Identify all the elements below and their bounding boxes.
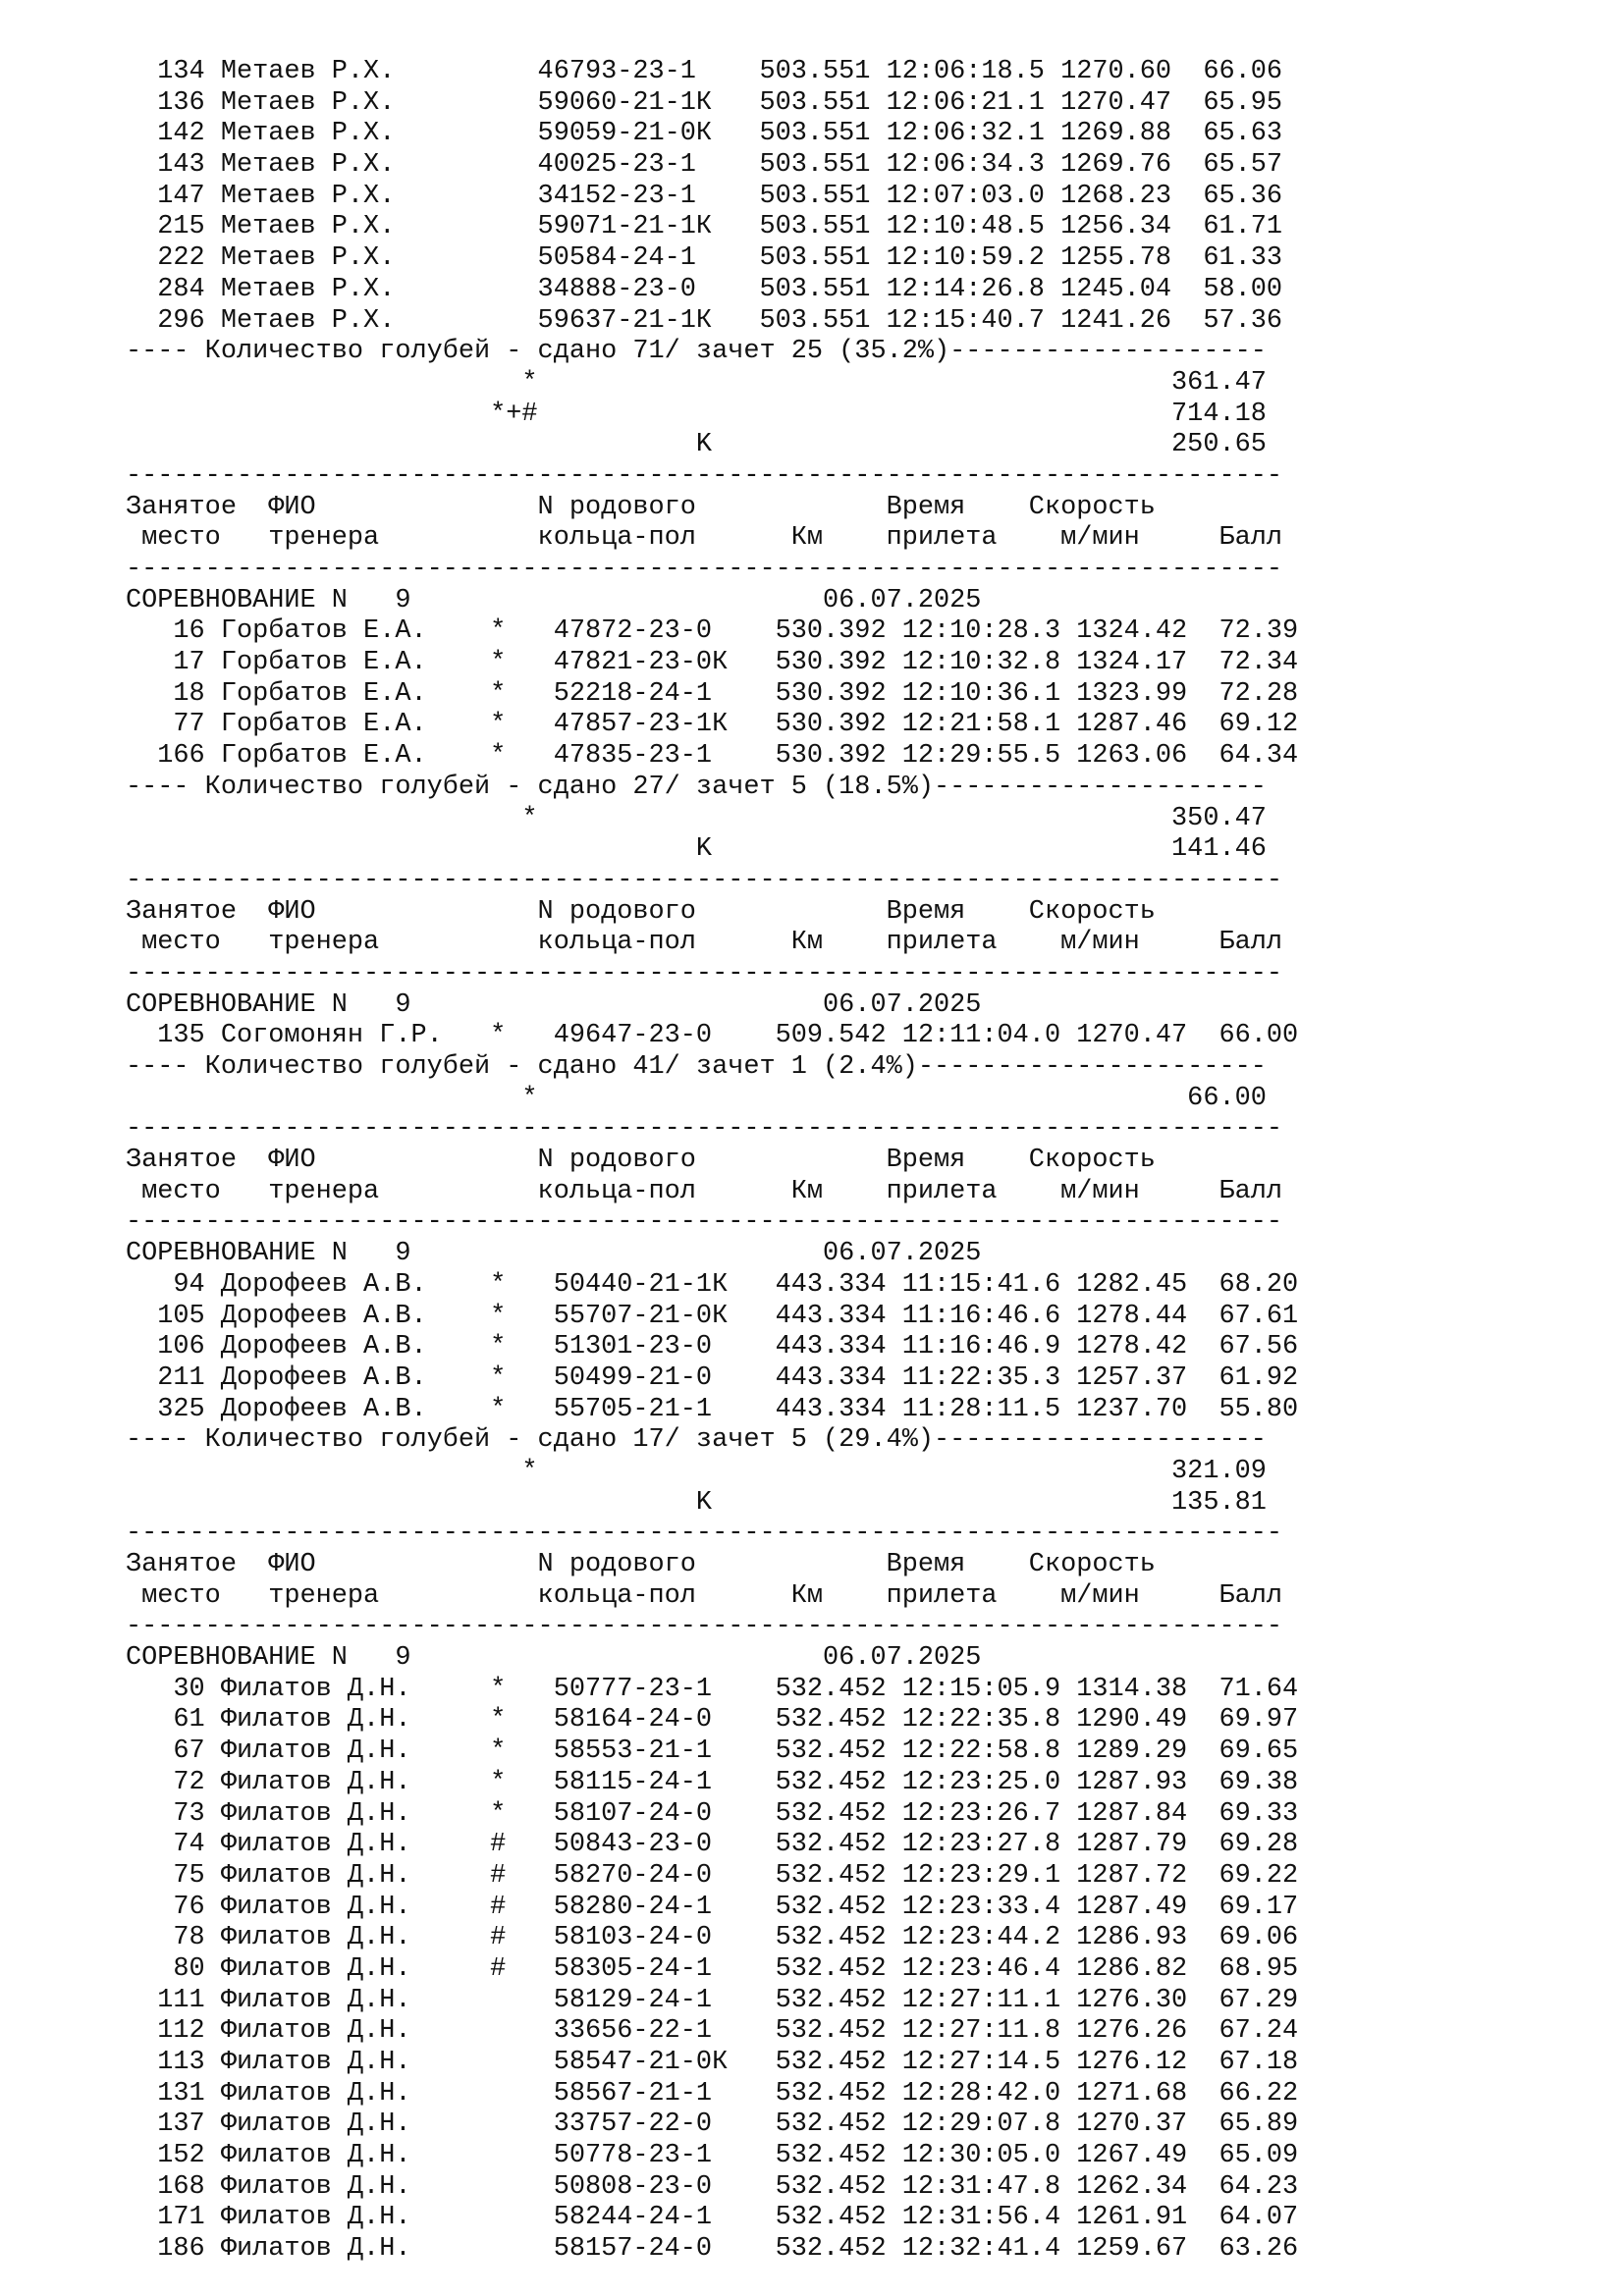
separator-line: ------------------------------------------------------------------------- — [126, 958, 1283, 988]
result-row: 211 Дорофеев А.В. * 50499-21-0 443.334 11:22:35.3 1257.37 61.92 — [126, 1362, 1299, 1393]
result-row: 325 Дорофеев А.В. * 55705-21-1 443.334 11:28:11.5 1237.70 55.80 — [126, 1394, 1299, 1424]
result-row: 215 Метаев Р.Х. 59071-21-1К 503.551 12:10:48.5 1256.34 61.71 — [126, 212, 1283, 242]
separator-line: ------------------------------------------------------------------------- — [126, 1207, 1283, 1238]
competition-header: СОРЕВНОВАНИЕ N 9 06.07.2025 — [126, 1643, 982, 1674]
result-row: 77 Горбатов Е.А. * 47857-23-1К 530.392 12:21:58.1 1287.46 69.12 — [126, 710, 1299, 740]
result-row: 18 Горбатов Е.А. * 52218-24-1 530.392 12:10:36.1 1323.99 72.28 — [126, 678, 1299, 709]
column-header: место тренера кольца-пол Км прилета м/мин Балл — [126, 928, 1283, 958]
result-row: 105 Дорофеев А.В. * 55707-21-0К 443.334 11:16:46.6 1278.44 67.61 — [126, 1301, 1299, 1331]
separator-line: ------------------------------------------------------------------------- — [126, 460, 1283, 491]
result-row: 168 Филатов Д.Н. 50808-23-0 532.452 12:31:47.8 1262.34 64.23 — [126, 2171, 1299, 2202]
result-row: 222 Метаев Р.Х. 50584-24-1 503.551 12:10:59.2 1255.78 61.33 — [126, 243, 1283, 274]
result-row: 166 Горбатов Е.А. * 47835-23-1 530.392 12:29:55.5 1263.06 64.34 — [126, 741, 1299, 772]
result-row: 75 Филатов Д.Н. # 58270-24-0 532.452 12:23:29.1 1287.72 69.22 — [126, 1860, 1299, 1891]
result-row: 284 Метаев Р.Х. 34888-23-0 503.551 12:14:26.8 1245.04 58.00 — [126, 274, 1283, 304]
result-row: 112 Филатов Д.Н. 33656-22-1 532.452 12:27:11.8 1276.26 67.24 — [126, 2016, 1299, 2047]
results-printout — [126, 57, 1298, 2266]
competition-header: СОРЕВНОВАНИЕ N 9 06.07.2025 — [126, 1239, 982, 1269]
separator-line: ------------------------------------------------------------------------- — [126, 1519, 1283, 1549]
total-line: * 321.09 — [126, 1456, 1267, 1486]
result-row: 296 Метаев Р.Х. 59637-21-1К 503.551 12:15:40.7 1241.26 57.36 — [126, 305, 1283, 336]
competition-header: СОРЕВНОВАНИЕ N 9 06.07.2025 — [126, 585, 982, 615]
column-header: Занятое ФИО N родового Время Скорость — [126, 1146, 1156, 1176]
result-row: 134 Метаев Р.Х. 46793-23-1 503.551 12:06:18.5 1270.60 66.06 — [126, 57, 1283, 86]
result-row: 76 Филатов Д.Н. # 58280-24-1 532.452 12:23:33.4 1287.49 69.17 — [126, 1892, 1299, 1922]
result-row: 136 Метаев Р.Х. 59060-21-1К 503.551 12:06:21.1 1270.47 65.95 — [126, 87, 1283, 118]
column-header: Занятое ФИО N родового Время Скорость — [126, 492, 1156, 522]
result-row: 80 Филатов Д.Н. # 58305-24-1 532.452 12:23:46.4 1286.82 68.95 — [126, 1953, 1299, 1984]
total-line: K 141.46 — [126, 834, 1267, 865]
result-row: 73 Филатов Д.Н. * 58107-24-0 532.452 12:23:26.7 1287.84 69.33 — [126, 1798, 1299, 1829]
result-row: 142 Метаев Р.Х. 59059-21-0К 503.551 12:06:32.1 1269.88 65.63 — [126, 119, 1283, 149]
result-row: 72 Филатов Д.Н. * 58115-24-1 532.452 12:23:25.0 1287.93 69.38 — [126, 1767, 1299, 1797]
summary-line: ---- Количество голубей - сдано 27/ зачет 5 (18.5%)--------------------- — [126, 772, 1267, 802]
result-row: 17 Горбатов Е.А. * 47821-23-0К 530.392 12:10:32.8 1324.17 72.34 — [126, 648, 1299, 678]
summary-line: ---- Количество голубей - сдано 17/ зачет 5 (29.4%)--------------------- — [126, 1425, 1267, 1456]
total-line: K 135.81 — [126, 1487, 1267, 1518]
summary-line: ---- Количество голубей - сдано 41/ зачет 1 (2.4%)---------------------- — [126, 1052, 1267, 1082]
result-row: 30 Филатов Д.Н. * 50777-23-1 532.452 12:15:05.9 1314.38 71.64 — [126, 1674, 1299, 1704]
column-header: Занятое ФИО N родового Время Скорость — [126, 1550, 1156, 1579]
separator-line: ------------------------------------------------------------------------- — [126, 865, 1283, 895]
total-line: K 250.65 — [126, 430, 1267, 460]
total-line: * 361.47 — [126, 367, 1267, 398]
column-header: место тренера кольца-пол Км прилета м/мин Балл — [126, 1176, 1283, 1206]
separator-line: ------------------------------------------------------------------------- — [126, 555, 1283, 584]
result-row: 67 Филатов Д.Н. * 58553-21-1 532.452 12:22:58.8 1289.29 69.65 — [126, 1736, 1299, 1767]
result-row: 113 Филатов Д.Н. 58547-21-0К 532.452 12:27:14.5 1276.12 67.18 — [126, 2048, 1299, 2077]
result-row: 152 Филатов Д.Н. 50778-23-1 532.452 12:30:05.0 1267.49 65.09 — [126, 2141, 1299, 2171]
result-row: 106 Дорофеев А.В. * 51301-23-0 443.334 11:16:46.9 1278.42 67.56 — [126, 1332, 1299, 1362]
column-header: место тренера кольца-пол Км прилета м/мин Балл — [126, 523, 1283, 554]
total-line: * 350.47 — [126, 803, 1267, 833]
total-line: * 66.00 — [126, 1083, 1267, 1113]
competition-header: СОРЕВНОВАНИЕ N 9 06.07.2025 — [126, 989, 982, 1020]
result-row: 16 Горбатов Е.А. * 47872-23-0 530.392 12:10:28.3 1324.42 72.39 — [126, 616, 1299, 647]
result-row: 143 Метаев Р.Х. 40025-23-1 503.551 12:06:34.3 1269.76 65.57 — [126, 150, 1283, 181]
result-row: 137 Филатов Д.Н. 33757-22-0 532.452 12:29:07.8 1270.37 65.89 — [126, 2109, 1299, 2140]
result-row: 131 Филатов Д.Н. 58567-21-1 532.452 12:28:42.0 1271.68 66.22 — [126, 2078, 1299, 2109]
result-row: 78 Филатов Д.Н. # 58103-24-0 532.452 12:23:44.2 1286.93 69.06 — [126, 1923, 1299, 1953]
result-row: 171 Филатов Д.Н. 58244-24-1 532.452 12:31:56.4 1261.91 64.07 — [126, 2203, 1299, 2233]
separator-line: ------------------------------------------------------------------------- — [126, 1612, 1283, 1642]
summary-line: ---- Количество голубей - сдано 71/ зачет 25 (35.2%)-------------------- — [126, 337, 1267, 367]
result-row: 111 Филатов Д.Н. 58129-24-1 532.452 12:27:11.1 1276.30 67.29 — [126, 1985, 1299, 2015]
total-line: *+# 714.18 — [126, 399, 1267, 429]
column-header: Занятое ФИО N родового Время Скорость — [126, 896, 1156, 927]
result-row: 61 Филатов Д.Н. * 58164-24-0 532.452 12:22:35.8 1290.49 69.97 — [126, 1705, 1299, 1735]
result-row: 147 Метаев Р.Х. 34152-23-1 503.551 12:07:03.0 1268.23 65.36 — [126, 181, 1283, 211]
result-row: 74 Филатов Д.Н. # 50843-23-0 532.452 12:23:27.8 1287.79 69.28 — [126, 1830, 1299, 1860]
separator-line: ------------------------------------------------------------------------- — [126, 1114, 1283, 1145]
column-header: место тренера кольца-пол Км прилета м/мин Балл — [126, 1580, 1283, 1611]
result-row: 135 Согомонян Г.Р. * 49647-23-0 509.542 12:11:04.0 1270.47 66.00 — [126, 1021, 1299, 1051]
result-row: 186 Филатов Д.Н. 58157-24-0 532.452 12:32:41.4 1259.67 63.26 — [126, 2234, 1299, 2265]
result-row: 94 Дорофеев А.В. * 50440-21-1К 443.334 11:15:41.6 1282.45 68.20 — [126, 1269, 1299, 1300]
